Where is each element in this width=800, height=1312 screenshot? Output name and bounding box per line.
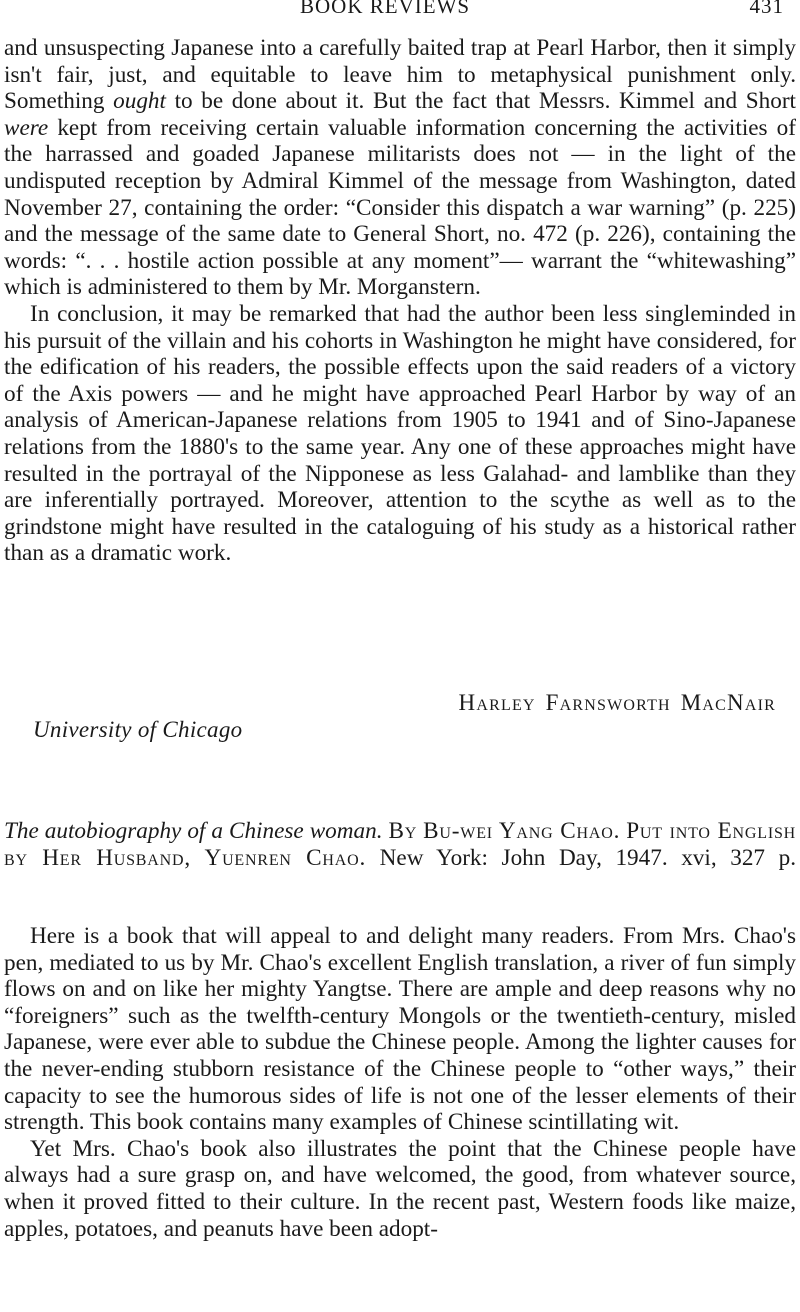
book-publication: New York: John Day, 1947. xvi, 327 p. xyxy=(379,844,796,871)
emphasis-were: were xyxy=(4,114,49,141)
reviewer-name: Harley Farnsworth MacNair xyxy=(458,690,776,715)
text-run: kept from receiving certain valuable information concerning the activities of the harrassed and goaded Japanese militarists does not — in the light of the undisputed reception by Admiral Kimmel of the message from Washington, dated November 27, containing the order: “Consider this dispatch a war warning” (p. 225) and the message of the same date to General Short, no. 472 (p. 226), containing the words: “. . . hostile action possible at any moment”— warrant the “whitewashing” which is administered to them by Mr. Morganstern. xyxy=(4,114,796,301)
citation-put-into-english: Put into English by Her Husband, xyxy=(4,818,797,871)
page-header xyxy=(0,0,800,22)
review2-paragraph-1: Here is a book that will appeal to and delight many readers. From Mrs. Chao's pen, mediated to us by Mr. Chao's excellent English translation, a river of fun simply flows on and on like her mighty Yangtse. There are ample and deep reasons why no “foreigners” such as the twelfth-century Mongols or the twentieth-century, misled Japanese, were ever able to subdue the Chinese people. Among the lighter causes for the never-ending stubborn resistance of the Chinese people to “other ways,” their capacity to see the humorous sides of life is not one of the lesser elements of their strength. This book contains many examples of Chinese scintillating wit. xyxy=(4,923,796,1136)
review2-body xyxy=(4,923,796,1242)
book-title: The autobiography of a Chinese woman. xyxy=(4,818,383,844)
text-run: In conclusion, it may be remarked that had the author been less singleminded in his pursuit of the villain and his cohorts in Washington he might have considered, for the edification of his readers, the possible effects upon the said readers of a victory of the Axis powers — and he might have approached Pearl Harbor by way of an analysis of American-Japanese relations from 1905 to 1941 and of Sino-Japanese relations from the 1880's to the same year. Any one of these approaches might have resulted in the portrayal of the Nipponese as less Galahad- and lamblike than they are inferentially portrayed. Moreover, attention to the scythe as well as to the grindstone might have resulted in the cataloguing of his study as a historical rather than as a dramatic work. xyxy=(4,300,796,567)
emphasis-ought: ought xyxy=(113,88,166,115)
book-author: Bu-wei Yang Chao. xyxy=(423,818,621,844)
text-run: to be done about it. But the fact that Messrs. Kimmel and Short xyxy=(165,88,796,115)
citation-by: By xyxy=(388,818,418,844)
reviewer-affiliation: University of Chicago xyxy=(33,717,243,742)
page-number: 431 xyxy=(749,0,784,18)
book-citation xyxy=(4,818,796,871)
review1-paragraph-1 xyxy=(4,35,796,301)
review1-body xyxy=(4,35,796,567)
running-title: BOOK REVIEWS xyxy=(300,0,471,18)
text-run: and unsuspecting Japanese into a carefully baited trap at Pearl Harbor, then it simply isn't fair, just, and equitable to leave him to metaphysical punishment only. Something xyxy=(4,35,796,115)
review1-paragraph-2 xyxy=(4,301,796,567)
citation-line-1 xyxy=(4,818,796,871)
review2-paragraph-2: Yet Mrs. Chao's book also illustrates the point that the Chinese people have always had a sure grasp on, and have welcomed, the good, from whatever source, when it proved fitted to their culture. In the recent past, Western foods like maize, apples, potatoes, and peanuts have been adopt- xyxy=(4,1135,796,1242)
book-translator: Yuenren Chao. xyxy=(204,844,367,871)
